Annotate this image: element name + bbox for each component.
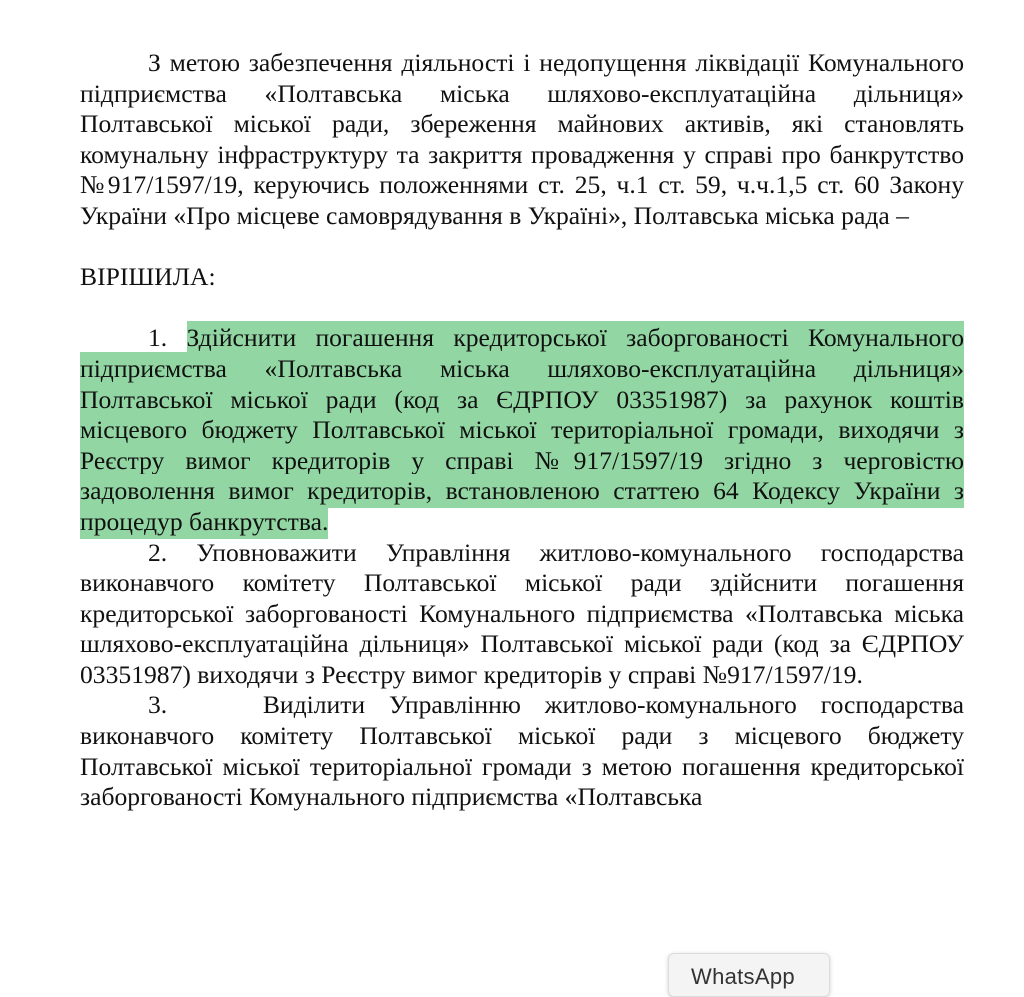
- item-text: Виділити Управлінню житлово-комунального господарства виконавчого комітету Полтавської міської ради з місцевого бюджету Полтавської міської територіальної громади з метою погашення кредиторської заборгованості Комунального підприємства «Полтавська: [80, 690, 964, 812]
- app-tooltip: [668, 953, 830, 997]
- item-number: 1.: [148, 323, 168, 353]
- blank-line: [80, 232, 964, 263]
- list-item-2: [80, 538, 964, 691]
- document-page: [80, 48, 964, 813]
- item-number: 2.: [148, 537, 168, 567]
- list-item-1: [80, 323, 964, 537]
- highlighted-text[interactable]: Здійснити погашення кредиторської заборгованості Комунального підприємства «Полтавська міська шляхово-експлуатаційна дільниця» Полтавської міської ради (код за ЄДРПОУ 03351987) за рахунок коштів місцевого бюджету Полтавської міської територіальної громади, виходячи з Реєстру вимог кредиторів у справі №917/1597/19 згідно з черговістю задоволення вимог кредиторів, встановленою статтею 64 Кодексу України з процедур банкрутства.: [80, 321, 964, 539]
- item-text: Уповноважити Управління житлово-комунального господарства виконавчого комітету Полтавської міської ради здійснити погашення кредиторської заборгованості Комунального підприємства «Полтавська міська шляхово-експлуатаційна дільниця» Полтавської міської ради (код за ЄДРПОУ 03351987) виходячи з Реєстру вимог кредиторів у справі №917/1597/19.: [80, 537, 964, 689]
- intro-paragraph: З метою забезпечення діяльності і недопущення ліквідації Комунального підприємства «Полтавська міська шляхово-експлуатаційна дільниця» Полтавської міської ради, збереження майнових активів, які становлять комунальну інфраструктуру та закриття провадження у справі про банкрутство №917/1597/19, керуючись положеннями ст. 25, ч.1 ст. 59, ч.ч.1,5 ст. 60 Закону України «Про місцеве самоврядування в Україні», Полтавська міська рада –: [80, 48, 964, 230]
- decision-heading: ВІРІШИЛА:: [80, 262, 216, 292]
- tooltip-label: WhatsApp: [691, 964, 795, 989]
- list-item-3: [80, 690, 964, 812]
- blank-line: [80, 293, 964, 324]
- item-number: 3.: [148, 690, 168, 720]
